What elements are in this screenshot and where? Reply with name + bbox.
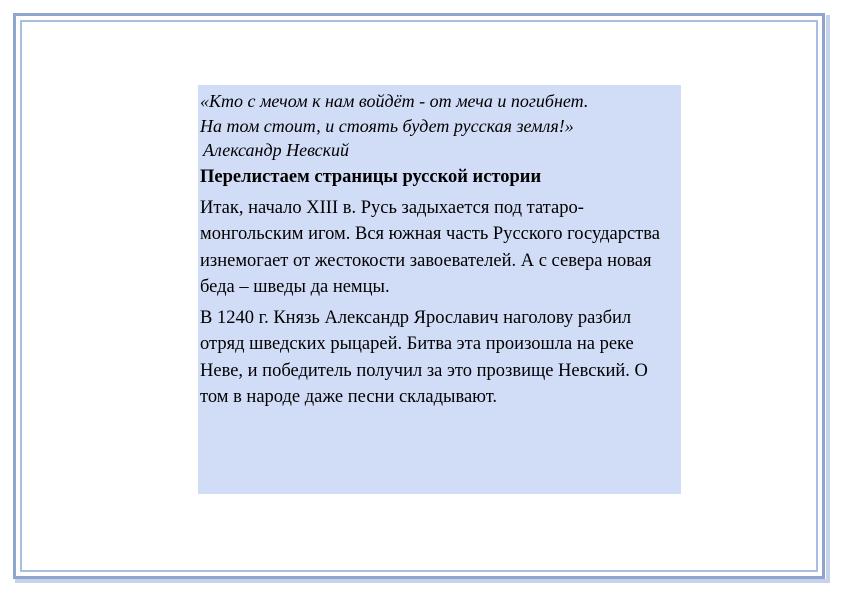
frame-shadow-right: [826, 15, 830, 582]
epigraph-author: Александр Невский: [203, 140, 350, 160]
frame-shadow-bottom: [15, 579, 830, 583]
epigraph-line-2: На том стоит, и стоять будет русская земля!»: [200, 115, 574, 136]
section-heading: Перелистаем страницы русской истории: [200, 166, 542, 187]
text-box[interactable]: [198, 85, 681, 494]
paragraph-1: Итак, начало XIII в. Русь задыхается под татаро-монгольским игом. Вся южная часть Русского государства изнемогает от жестокости завоевателей. А с севера новая беда – шведы да немцы.: [200, 197, 660, 297]
paragraph-2: В 1240 г. Князь Александр Ярославич наголову разбил отряд шведских рыцарей. Битва эта произошла на реке Неве, и победитель получил за это прозвище Невский. О том в народе даже песни складывают.: [200, 307, 648, 407]
epigraph: [200, 89, 679, 163]
epigraph-line-1: «Кто с мечом к нам войдёт - от меча и погибнет.: [200, 91, 589, 111]
